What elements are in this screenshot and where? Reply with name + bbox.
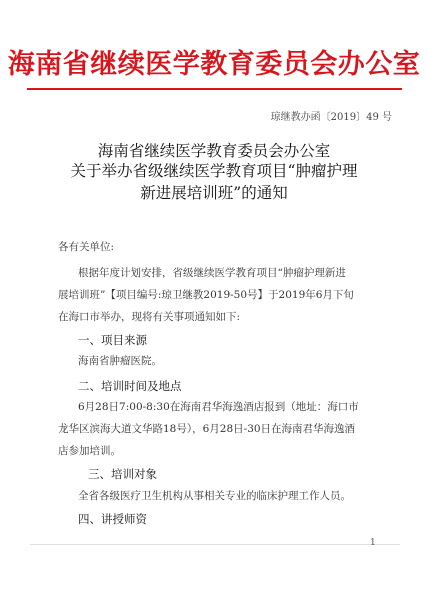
section-2-line-3: 店参加培训。 <box>58 445 121 457</box>
intro-line-2: 展培训班”【项目编号:琼卫继教2019-50号】于2019年6月下旬 <box>58 289 354 301</box>
section-2-line-1: 6月28日7:00-8:30在海南君华海逸酒店报到（地址：海口市 <box>78 401 359 413</box>
page-bottom-line <box>30 544 400 545</box>
section-3-line-1: 全省各级医疗卫生机构从事相关专业的临床护理工作人员。 <box>78 490 351 502</box>
section-1-line-1: 海南省肿瘤医院。 <box>78 355 162 367</box>
salutation: 各有关单位: <box>58 241 115 253</box>
section-2-line-2: 龙华区滨海大道文华路18号），6月28日-30日在海南君华海逸酒 <box>58 423 356 435</box>
document-number: 琼继教办函〔2019〕49 号 <box>270 112 392 123</box>
page-number: 1 <box>370 538 376 548</box>
red-divider-line <box>27 88 402 90</box>
org-header-title: 海南省继续医学教育委员会办公室 <box>7 49 421 80</box>
section-heading-1: 一、项目来源 <box>78 333 147 347</box>
notice-title-line-3: 新进展培训班”的通知 <box>140 184 288 202</box>
section-heading-4: 四、讲授师资 <box>78 512 147 526</box>
notice-title-line-2: 关于举办省级继续医学教育项目“肿瘤护理 <box>70 162 358 180</box>
intro-line-3: 在海口市举办，现将有关事项通知如下: <box>58 311 241 323</box>
notice-title-line-1: 海南省继续医学教育委员会办公室 <box>97 142 331 160</box>
section-heading-3: 三、培训对象 <box>88 467 157 481</box>
section-heading-2: 二、培训时间及地点 <box>78 379 182 393</box>
intro-line-1: 根据年度计划安排，省级继续医学教育项目“肿瘤护理新进 <box>78 267 346 279</box>
